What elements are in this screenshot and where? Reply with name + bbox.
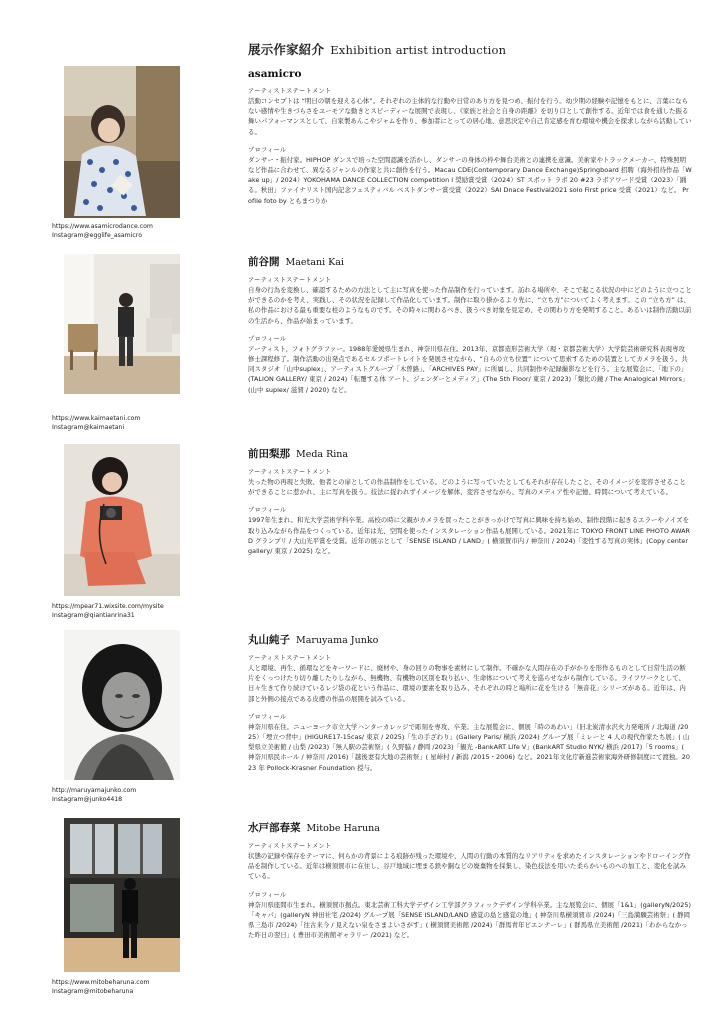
artist-profile: アーティスト、フォトグラファー。1988年愛媛県生まれ、神奈川県在住。2013年、京都造形芸術大学（現・京都芸術大学）大学院芸術研究科表現専攻 修士課程修了。制作活動の出発点であるセルフポートレイトを発展させながら、“自らの立ち位置” について思索するための装置としてカメラを扱う。共同スタジオ「山中suplex」、アーティストグループ「木曽路」、「ARCHIVES PAY」に所属し、共同制作や記録撮影などを行う。主な展覧会に、「地下の」(TALION GALLERY/ 東京 / 2024)「転覆する体 アート、ジェンダーとメディア」(The 5th Floor/ 東京 / 2023)「類比の鏡 / The Analogical Mirrors」(山中 suplex/ 滋賀 / 2020) など。	[248, 344, 689, 394]
page-title	[248, 40, 506, 58]
artist-profile: ダンサー・振付家。HIPHOP ダンスで培った空間認識を活かし、ダンサーの身体の枠や舞台美術との連携を意識。美術家やトラックメーカー、特殊照明など作品に合わせて、異なるジャンルの作家と共に創作を行う。Macau CDE(Contemporary Dance Exchange)Springboard 招聘（海外招待作品「Wake up」/ 2024）YOKOHAMA DANCE COLLECTION competition Ⅰ 奨励賞受賞（2024）ST スポット ラボ 20 #23 ラボアワード受賞（2023）「踊る。秋田」ファイナリスト国内記念フェスティバル ベストダンサー賞受賞（2022）SAI Dnace Festival2021 solo First price 受賞（2021）など。 Profile foto by ともまつりか	[248, 155, 692, 205]
artist-text	[248, 446, 692, 564]
instagram-link[interactable]: Instagram@kaimaetani	[52, 424, 125, 431]
artist-statement: 自身の行為を変換し、確認するための方法として主に写真を使った作品制作を行っています。訪れる場所や、そこで起こる状況の中にどのように立つことができるのかを考え、実践し、その状況を記録して作品化しています。制作に取り掛かるより先に、“立ち方”についてよく考えます。この “立ち方” は、私の作品における最も重要な柱のようなものです。その時々に関わるべき、扱うべき対象を見定め、その関わり方を発明すること。あるいは制作活動以前の生活から、作品が始まっています。	[248, 286, 692, 325]
artist-name	[248, 68, 692, 80]
artist-text	[248, 632, 692, 781]
artist-name-ja: 丸山純子	[248, 634, 290, 646]
artist-photo	[64, 254, 180, 394]
artist-name	[248, 632, 692, 647]
artist-photo	[64, 66, 180, 218]
instagram-link[interactable]: Instagram@junko4418	[52, 796, 123, 803]
artist-profile: 1997年生まれ。和光大学芸術学科卒業。高校の時に父親がカメラを買ったことがきっかけで写真に興味を持ち始め、制作段階に起きるエラーやノイズを取り込みながら作品をつくっている。近年は光、空間を使ったインスタレーション作品も展開している。2021年に TOKYO FRONT LINE PHOTO AWARD グランプリ / 大山光平賞を受賞。近年の展示として「SENSE ISLAND / LAND」( 横須賀市内 / 神奈川 / 2024)「変性する写真の実体」(Copy center gallery/ 東京 / 2025) など。	[248, 516, 691, 556]
artist-name-en: Maetani Kai	[285, 257, 344, 268]
website-link[interactable]: https://www.kaimaetani.com	[52, 415, 141, 422]
artist-links	[52, 786, 242, 804]
artist-statement: 状態の記録や保存をテーマに、何らかの背景による痕跡が残った環境や、人間の行動の本質的なリアリティを求めたインスタレーションやドローイング作品を制作している。近年は横須賀市に在住し、谷戸地域に埋まる鉄や銅などの廃棄物を採集し、染色技法を用いた柔らかいものへの加工と、変化を試みている。	[248, 852, 691, 881]
artist-links	[52, 602, 242, 620]
artist-text	[248, 254, 692, 403]
artist-name-ja: 水戸部春菜	[248, 822, 301, 834]
statement-label: アーティストステートメント	[248, 277, 332, 284]
artist-statement: 人と環境、再生、循環などをキーワードに、廃材や、身の回りの物事を素材にして制作。不確かな人間存在の手がかりを形作るものとして日常生活の断片をくっつけたり切り離したりしながら、無機物、有機物の区別を取り払い、生命体について考えを巡らせながら制作している。ライフワークとして、日々生きて作り続けているレジ袋の花という作品に、環境の要素を取り込み、それぞれの時と場所に花を生ける「無音花」シリーズがある。近年は、内部と外側の接点である皮膚の作品の展開を試みている。	[248, 664, 686, 703]
statement-label: アーティストステートメント	[248, 655, 332, 662]
artist-name-en: Meda Rina	[296, 449, 349, 460]
artist-photo	[64, 630, 180, 780]
artist-links	[52, 414, 242, 432]
statement-label: アーティストステートメント	[248, 469, 332, 476]
profile-label: プロフィール	[248, 891, 287, 899]
artist-text	[248, 820, 692, 948]
statement-label: アーティストステートメント	[248, 843, 332, 850]
page-title-en: Exhibition artist introduction	[330, 43, 507, 57]
instagram-link[interactable]: Instagram@qiantianrina31	[52, 612, 135, 619]
artist-name-ja: asamicro	[248, 68, 302, 80]
instagram-link[interactable]: Instagram@egglife_asamicro	[52, 232, 142, 239]
instagram-link[interactable]: Instagram@mitobeharuna	[52, 988, 134, 995]
website-link[interactable]: https://www.asamicrodance.com	[52, 223, 153, 230]
artist-photo	[64, 818, 180, 972]
artist-photo	[64, 444, 180, 596]
artist-name-en: Maruyama Junko	[296, 635, 379, 646]
profile-label: プロフィール	[248, 146, 287, 154]
page-title-ja: 展示作家紹介	[248, 42, 325, 57]
profile-label: プロフィール	[248, 335, 287, 343]
artist-text	[248, 68, 692, 214]
artist-links	[52, 222, 242, 240]
artist-statement: 活動コンセプトは “明日の朝を迎える心体”。それぞれの主体的な行動や日常のあり方を見つめ、振付を行う。幼少期の経験や記憶をもとに、言葉にならない感情や生きづらさをユーモアな動きとスピーディーな展開で表現し、《家族と社会と自身の距離》を切り口として創作する。近年では食を通した振る舞いパフォーマンスとして、自家製あんこやジャムを作り、参加者にとっての居心地、意思決定や自己肯定感を育む環境や機会を探求しながら活動している。	[248, 97, 692, 136]
artist-name	[248, 446, 692, 461]
website-link[interactable]: https://mpear71.wixsite.com/mysite	[52, 603, 164, 610]
profile-label: プロフィール	[248, 507, 287, 515]
artist-name	[248, 254, 692, 269]
statement-label: アーティストステートメント	[248, 88, 332, 95]
artist-links	[52, 978, 242, 996]
artist-profile: 神奈川県在住。ニューヨーク市立大学ハンターカレッジで彫刻を専攻、卒業。主な展覧会に、個展「時のあわい」（旧北炭清水沢火力発電所 / 北海道 /2025）「埋立つ背中」(HIGURE17-15cas/ 東京 / 2025)「生の手ざわり」(Gallery Paris/ 横浜 /2024) グループ展「ミレーと 4 人の現代作家たち展」( 山梨県立美術館 / 山梨 /2023)「無人駅の芸術祭」( 久野脇 / 静岡 /2023)「観光 -BankART Life V」(BankART Studio NYK/ 横浜 /2017)「5 rooms」( 神奈川県民ホール / 神奈川 /2016)「越後妻有大地の芸術祭」( 星峠村 / 新潟 /2015・2006) など。2021年文化庁新進芸術家海外研修制度にて渡独。2023 年 Pollock-Krasner Foundation 授与。	[248, 722, 690, 772]
artist-name-ja: 前田梨那	[248, 448, 290, 460]
artist-name	[248, 820, 692, 835]
artist-name-en: Mitobe Haruna	[306, 823, 380, 834]
website-link[interactable]: https://www.mitobeharuna.com	[52, 979, 150, 986]
website-link[interactable]: http://maruyamajunko.com	[52, 787, 137, 794]
artist-profile: 神奈川県座間市生まれ。横須賀市拠点。東北芸術工科大学デザイン工学部グラフィックデザイン学科卒業。主な展覧会に、個展「1&1」(galleryN/2025)「キャパ」(galleryN 神田社宅 /2024) グループ展「SENSE ISLAND/LAND 感覚の島と感覚の地」( 神奈川県横須賀市 /2024)「三島満願芸術祭」( 静岡県三島市 /2024)「往古来今 / 見えない泉をさまよいさがす」( 横須賀美術館 /2024)「群馬青年ビエンナーレ」( 群馬県立美術館 /2021)「わからなかった昨日の翌日」( 豊田市美術館ギャラリー /2021) など。	[248, 900, 692, 940]
profile-label: プロフィール	[248, 713, 287, 721]
artist-name-ja: 前谷開	[248, 256, 280, 268]
artist-statement: 失った物の再現と失敗、他者との扉としての作品制作をしている。どのように写っていたとしてもそれが存在したこと、そのイメージを変容させることができることに惹かれ、主に写真を扱う。技法に捉われずイメージを解体、変容させながら、写真のメディア性や記憶、時間について考えている。	[248, 478, 686, 497]
